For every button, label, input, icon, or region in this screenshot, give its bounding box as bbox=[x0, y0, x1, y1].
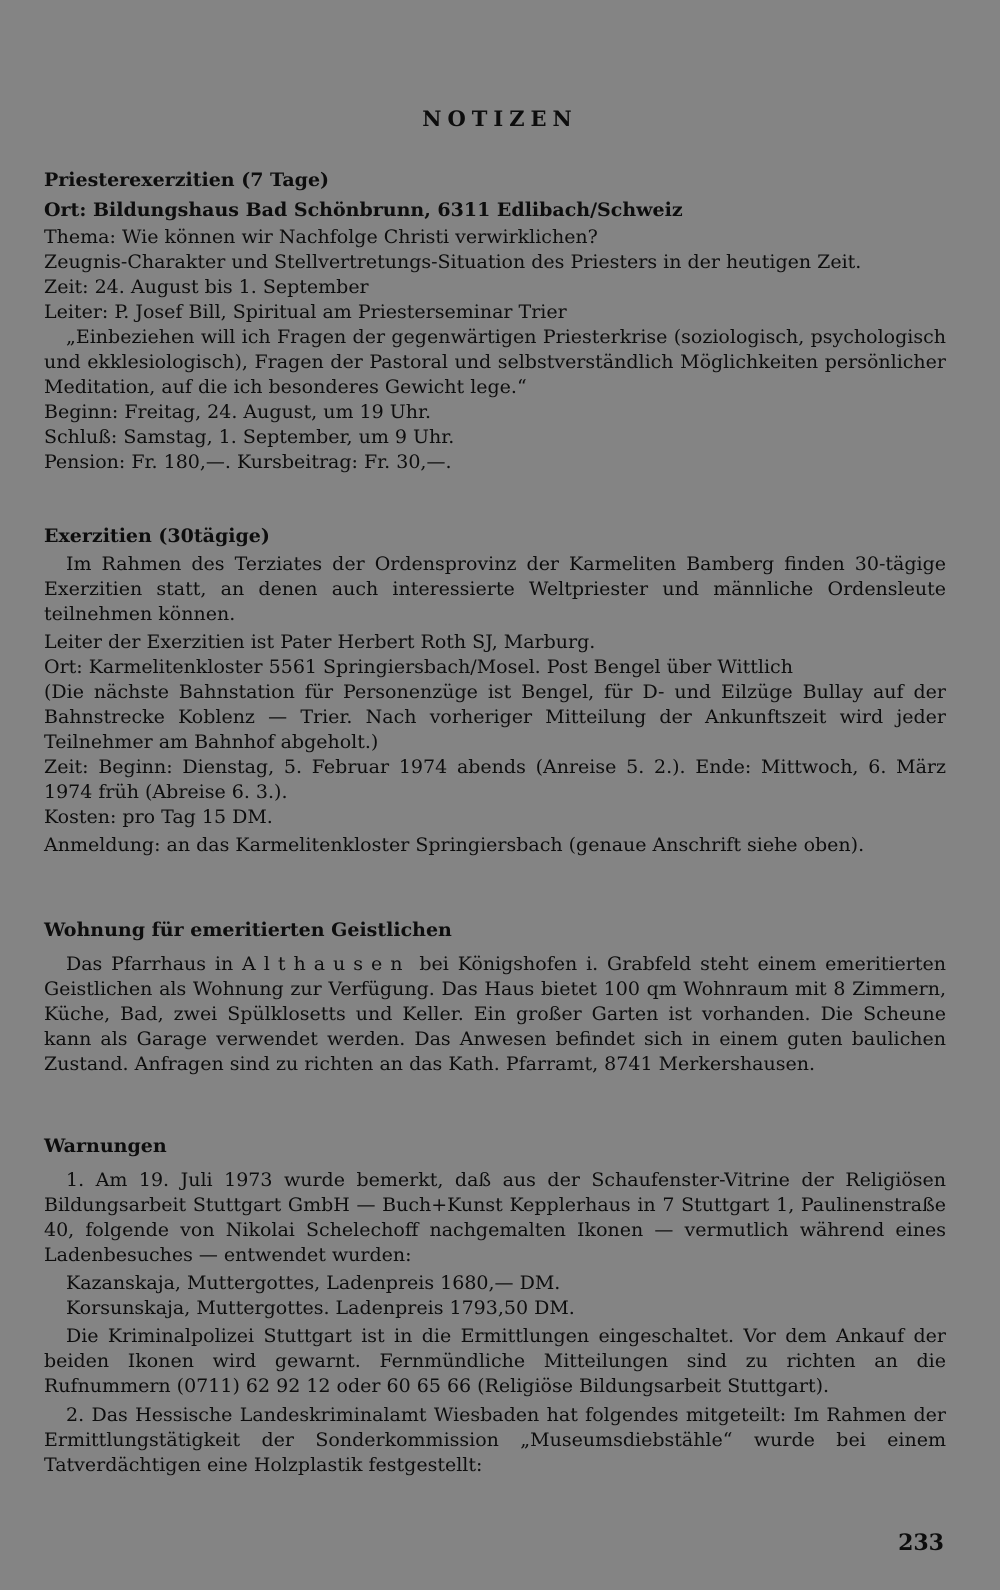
paragraph-kripo: Die Kriminalpolizei Stuttgart ist in die Ermittlungen eingeschaltet. Vor dem Ankauf der beiden Ikonen wird gewarnt. Fernmündliche Mitteilungen sind zu richten an die Rufnummern (0711) 62 92 12 oder 60 65 66 (Religiöse Bildungsarbeit Stuttgart). bbox=[44, 1325, 946, 1397]
paragraph-zeugnis: Zeugnis-Charakter und Stellvertretungs-Situation des Priesters in der heutigen Zeit. bbox=[44, 251, 862, 273]
section-priesterexerzitien bbox=[44, 168, 946, 475]
section-heading: Exerzitien (30tägige) bbox=[44, 525, 270, 547]
paragraph-item2: 2. Das Hessische Landeskriminalamt Wiesbaden hat folgendes mitgeteilt: Im Rahmen der Ermittlungstätigkeit der Sonderkommission „Museumsdiebstähle“ wurde bei einem Tatverdächtigen eine Holzplastik festgestellt: bbox=[44, 1404, 946, 1476]
paragraph-pension: Pension: Fr. 180,—. Kursbeitrag: Fr. 30,—. bbox=[44, 451, 452, 473]
paragraph-leiter: Leiter: P. Josef Bill, Spiritual am Priesterseminar Trier bbox=[44, 301, 567, 323]
paragraph-icon1: Kazanskaja, Muttergottes, Ladenpreis 1680,— DM. bbox=[66, 1272, 561, 1294]
paragraph-wohnung bbox=[44, 952, 946, 1077]
paragraph-bahn: (Die nächste Bahnstation für Personenzüge ist Bengel, für D- und Eilzüge Bullay auf der Bahnstrecke Koblenz — Trier. Nach vorheriger Mitteilung der Ankunftszeit wird jeder Teilnehmer am Bahnhof abgeholt.) bbox=[44, 681, 946, 753]
paragraph-icon2: Korsunskaja, Muttergottes. Ladenpreis 1793,50 DM. bbox=[66, 1297, 575, 1319]
paragraph-intro: Im Rahmen des Terziates der Ordensprovinz der Karmeliten Bamberg finden 30-tägige Exerzitien statt, an denen auch interessierte Weltpriester und männliche Ordensleute teilnehmen können. bbox=[44, 553, 946, 625]
paragraph-item1: 1. Am 19. Juli 1973 wurde bemerkt, daß aus der Schaufenster-Vitrine der Religiösen Bildungsarbeit Stuttgart GmbH — Buch+Kunst Kepplerhaus in 7 Stuttgart 1, Paulinenstraße 40, folgende von Nikolai Schelechoff nachgemalten Ikonen — vermutlich während eines Ladenbesuches — entwendet wurden: bbox=[44, 1169, 946, 1266]
paragraph-zeit: Zeit: Beginn: Dienstag, 5. Februar 1974 abends (Anreise 5. 2.). Ende: Mittwoch, 6. März 1974 früh (Abreise 6. 3.). bbox=[44, 756, 946, 803]
paragraph-ort: Ort: Karmelitenkloster 5561 Springiersbach/Mosel. Post Bengel über Wittlich bbox=[44, 656, 793, 678]
section-heading: Wohnung für emeritierten Geistlichen bbox=[44, 919, 452, 941]
section-heading: Warnungen bbox=[44, 1135, 167, 1157]
paragraph-leiter: Leiter der Exerzitien ist Pater Herbert Roth SJ, Marburg. bbox=[44, 631, 596, 653]
paragraph-beginn: Beginn: Freitag, 24. August, um 19 Uhr. bbox=[44, 401, 432, 423]
place-name: Althausen bbox=[242, 953, 411, 975]
section-subheading: Ort: Bildungshaus Bad Schönbrunn, 6311 Edlibach/Schweiz bbox=[44, 199, 683, 221]
paragraph-thema: Thema: Wie können wir Nachfolge Christi verwirklichen? bbox=[44, 226, 598, 248]
section-wohnung bbox=[44, 918, 946, 1077]
paragraph-zeit: Zeit: 24. August bis 1. September bbox=[44, 276, 369, 298]
paragraph-kosten: Kosten: pro Tag 15 DM. bbox=[44, 806, 273, 828]
paragraph-quote: „Einbeziehen will ich Fragen der gegenwärtigen Priesterkrise (soziologisch, psychologisch und ekklesiologisch), Fragen der Pastoral und selbstverständlich Möglichkeiten persönlicher Meditation, auf die ich besonderes Gewicht lege.“ bbox=[44, 326, 946, 398]
text-pre: Das Pfarrhaus in bbox=[66, 953, 243, 975]
text-post: bei Königshofen i. Grabfeld steht einem emeritierten Geistlichen als Wohnung zur Verfügung. Das Haus bietet 100 qm Wohnraum mit 8 Zimmern, Küche, Bad, zwei Spülklosetts und Keller. Ein großer Garten ist vorhanden. Die Scheune kann als Garage verwendet werden. Das Anwesen befindet sich in einem guten baulichen Zustand. Anfragen sind zu richten an das Kath. Pfarramt, 8741 Merkershausen. bbox=[44, 953, 947, 1075]
page-number: 233 bbox=[898, 1530, 944, 1556]
page-header: NOTIZEN bbox=[422, 106, 578, 131]
paragraph-anmeldung: Anmeldung: an das Karmelitenkloster Springiersbach (genaue Anschrift siehe oben). bbox=[44, 834, 865, 856]
paragraph-schluss: Schluß: Samstag, 1. September, um 9 Uhr. bbox=[44, 426, 455, 448]
section-heading: Priesterexerzitien (7 Tage) bbox=[44, 169, 330, 191]
section-warnungen bbox=[44, 1134, 946, 1478]
section-exerzitien bbox=[44, 524, 946, 858]
